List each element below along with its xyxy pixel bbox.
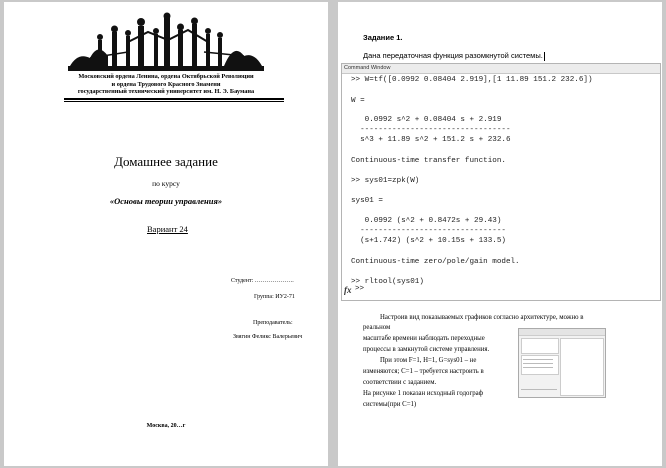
course-name: «Основы теории управления» — [109, 196, 223, 206]
teacher-label: Преподаватель: — [253, 320, 293, 326]
figure-line — [523, 363, 553, 364]
text-cursor — [544, 52, 545, 61]
paragraph-line: реальном — [363, 324, 391, 331]
paragraph-line: системы(при C=1) — [363, 401, 417, 408]
by-course-label: по курсу — [152, 179, 180, 188]
university-line-1: Московский ордена Ленина, ордена Октябрьской Революции — [78, 73, 254, 80]
output-line: W = — [351, 97, 365, 105]
command-line[interactable]: >> sys01=zpk(W) — [351, 177, 420, 185]
output-line: s^3 + 11.89 s^2 + 151.2 s + 232.6 — [351, 136, 511, 144]
command-line[interactable]: >> W=tf([0.0992 0.08404 2.919],[1 11.89 151.2 232.6]) — [351, 76, 593, 84]
paragraph-line: При этом F=1, H=1, G=sys01 – не — [380, 357, 477, 364]
figure-panel — [560, 338, 604, 396]
rltool-screenshot-image — [518, 328, 606, 398]
command-prompt[interactable]: >> — [355, 285, 365, 293]
figure-line — [523, 367, 553, 368]
paragraph-line: соответствии с заданием. — [363, 379, 437, 386]
title-page — [4, 2, 328, 466]
figure-toolbar — [519, 329, 605, 336]
city-year: Москва, 20…г — [146, 423, 186, 429]
header-rule-thick — [64, 98, 284, 100]
paragraph-line: масштабе времени наблюдать переходные — [363, 335, 485, 342]
output-line: Continuous-time zero/pole/gain model. — [351, 258, 520, 266]
university-name — [4, 73, 328, 96]
bmstu-emblem-icon — [68, 12, 264, 72]
figure-line — [523, 359, 553, 360]
university-line-2: и ордена Трудового Красного Знамени — [111, 80, 221, 88]
header-rule-thin — [64, 101, 284, 102]
student-field: Студент: ……………….. — [231, 278, 294, 284]
output-line: --------------------------------- — [351, 126, 511, 134]
figure-panel — [521, 338, 559, 354]
homework-title: Домашнее задание — [114, 154, 218, 169]
output-line: sys01 = — [351, 197, 383, 205]
output-line: -------------------------------- — [351, 227, 506, 235]
task-text-content: Дана передаточная функция разомкнутой системы. — [363, 51, 543, 60]
paragraph-line: процессы в замкнутой системе управления. — [363, 346, 490, 353]
group-field: Группа: ИУ2-71 — [254, 294, 295, 300]
output-line: 0.0992 (s^2 + 0.8472s + 29.43) — [351, 217, 502, 225]
variant-label: Вариант 24 — [147, 224, 188, 234]
task-page — [338, 2, 662, 466]
matlab-command-window[interactable] — [341, 63, 661, 301]
university-line-3: государственный технический университет им. Н. Э. Баумана — [77, 88, 255, 96]
figure-line — [521, 389, 557, 390]
figure-panel — [521, 355, 559, 375]
paragraph-line: На рисунке 1 показан исходный годограф — [363, 390, 484, 397]
output-line: (s+1.742) (s^2 + 10.15s + 133.5) — [351, 237, 506, 245]
teacher-name: Звягин Феликс Валерьевич — [233, 334, 303, 340]
paragraph-line: Настроив вид показываемых графиков согласно архитектуре, можно в — [380, 314, 584, 321]
task-text[interactable] — [363, 51, 545, 61]
command-window-title: Command Window — [342, 64, 660, 74]
output-line: Continuous-time transfer function. — [351, 157, 506, 165]
fx-icon[interactable]: fx — [344, 285, 352, 295]
task-title: Задание 1. — [363, 33, 403, 42]
command-line[interactable]: >> rltool(sys01) — [351, 278, 424, 286]
output-line: 0.0992 s^2 + 0.08404 s + 2.919 — [351, 116, 502, 124]
paragraph-line: изменяются; C=1 – требуется настроить в — [363, 368, 484, 375]
